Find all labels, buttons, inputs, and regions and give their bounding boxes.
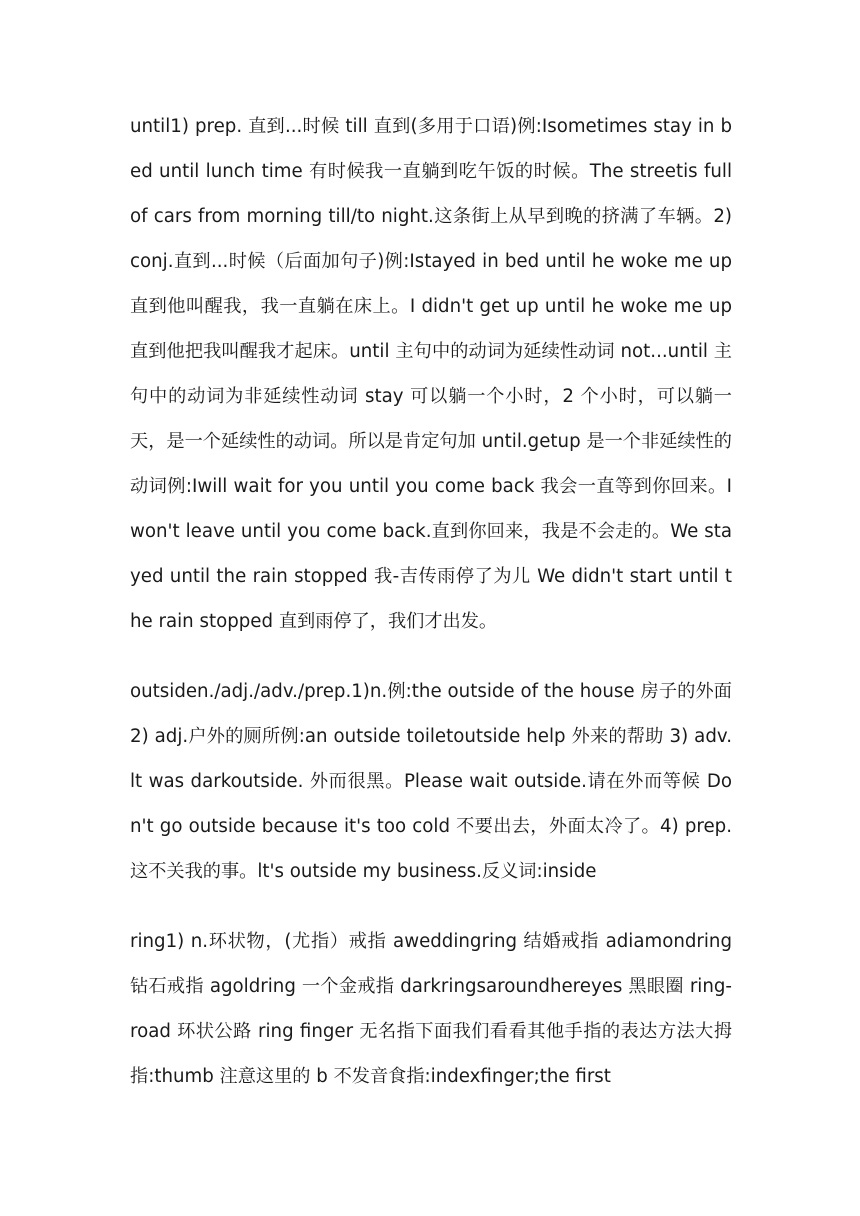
document-body bbox=[130, 104, 732, 1124]
paragraph-outside: outsiden./adj./adv./prep.1)n.例:the outside of the house 房子的外面 2) adj.户外的厕所例:an outside toiletoutside help 外来的帮助 3) adv.lt was darkoutside. 外而很黑。Please wait outside.请在外而等候 Don't go outside because it's too cold 不要出去，外面太冷了。4) prep.这不关我的事。lt's outside my business.反义词:inside bbox=[130, 681, 732, 882]
paragraph-until: until1) prep. 直到...时候 till 直到(多用于口语)例:Isometimes stay in bed until lunch time 有时候我一直躺到吃午饭的时候。The streetis full of cars from morning till/to night.这条街上从早到晚的挤满了车辆。2) conj.直到...时候（后面加句子)例:Istayed in bed until he woke me up 直到他叫醒我，我一直躺在床上。I didn't get up until he woke me up 直到他把我叫醒我才起床。until 主句中的动词为延续性动词 not...until 主句中的动词为非延续性动词 stay 可以躺一个小时，2 个小时，可以躺一天，是一个延续性的动词。所以是肯定句加 until.getup 是一个非延续性的动词例:Iwill wait for you until you come back 我会一直等到你回来。I won't leave until you come back.直到你回来，我是不会走的。We stayed until the rain stopped 我-吉传雨停了为儿 We didn't start until the rain stopped 直到雨停了，我们才出发。 bbox=[130, 116, 732, 632]
paragraph-ring: ring1) n.环状物，(尤指）戒指 aweddingring 结婚戒指 adiamondring 钻石戒指 agoldring 一个金戒指 darkringsaroundhereyes 黑眼圈 ring-road 环状公路 ring finger 无名指下面我们看看其他手指的表达方法大拇指:thumb 注意这里的 b 不发音食指:indexfinger;the first bbox=[130, 931, 732, 1087]
